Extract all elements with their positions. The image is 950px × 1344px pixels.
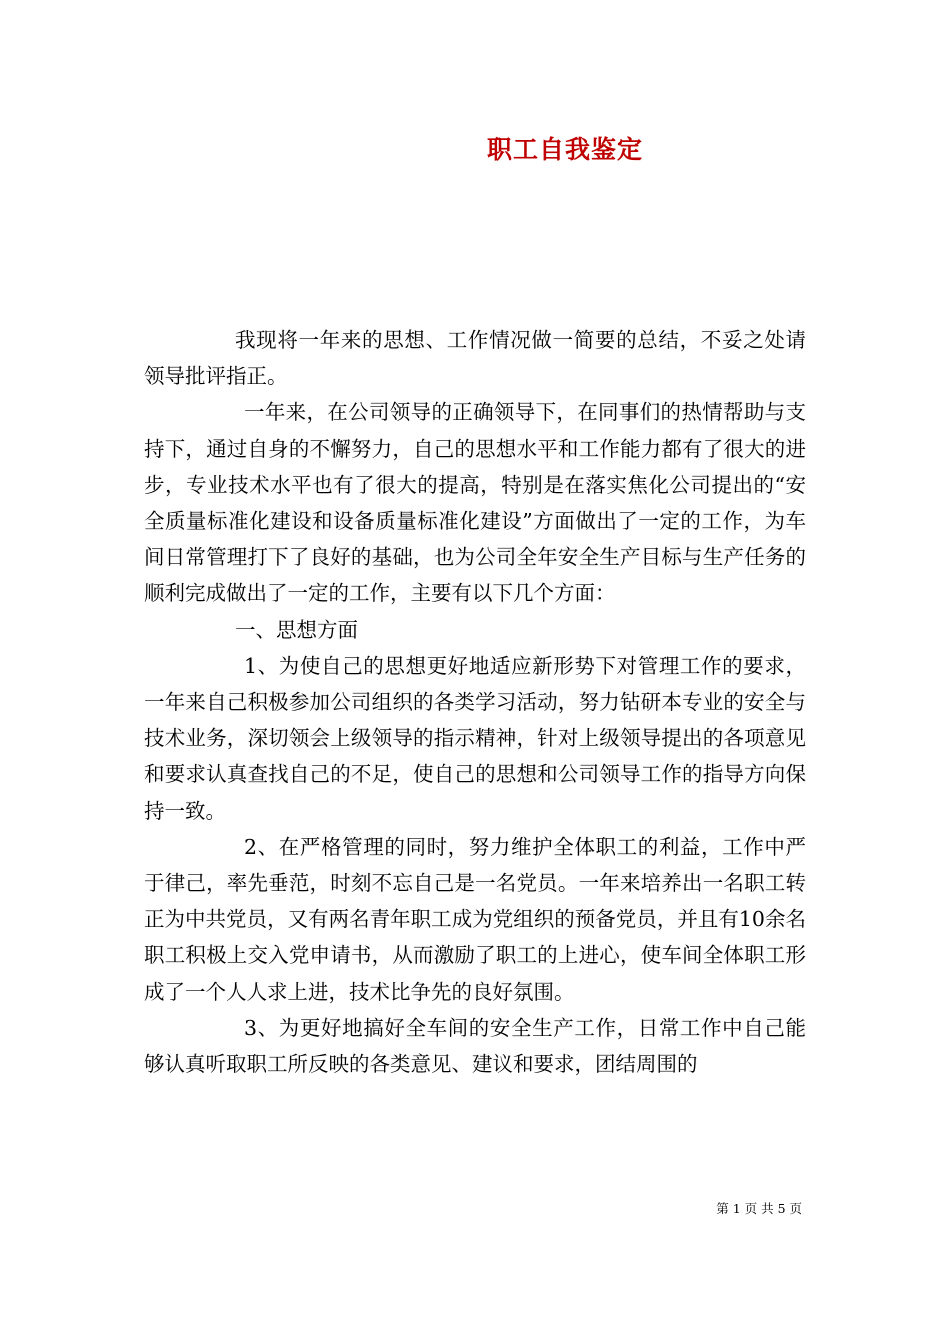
paragraph-item-1: 1、为使自己的思想更好地适应新形势下对管理工作的要求，一年来自己积极参加公司组织的各类学习活动，努力钻研本专业的安全与技术业务，深切领会上级领导的指示精神，针对上级领导提出的各项意见和要求认真查找自己的不足，使自己的思想和公司领导工作的指导方向保持一致。 xyxy=(144,653,806,823)
paragraph-overview: 一年来，在公司领导的正确领导下，在同事们的热情帮助与支持下，通过自身的不懈努力，自己的思想水平和工作能力都有了很大的进步，专业技术水平也有了很大的提高，特别是在落实焦化公司提出的“安全质量标准化建设和设备质量标准化建设”方面做出了一定的工作，为车间日常管理打下了良好的基础，也为公司全年安全生产目标与生产任务的顺利完成做出了一定的工作，主要有以下几个方面： xyxy=(144,400,806,606)
document-body xyxy=(144,322,806,1082)
paragraph-intro: 我现将一年来的思想、工作情况做一简要的总结，不妥之处请领导批评指正。 xyxy=(144,328,806,389)
section-heading-thought: 一、思想方面 xyxy=(235,617,358,642)
page-number: 第 1 页 共 5 页 xyxy=(716,1201,802,1216)
document-title: 职工自我鉴定 xyxy=(486,135,643,164)
paragraph-item-2: 2、在严格管理的同时，努力维护全体职工的利益，工作中严于律己，率先垂范，时刻不忘自己是一名党员。一年来培养出一名职工转正为中共党员，又有两名青年职工成为党组织的预备党员，并且有10余名职工积极上交入党申请书，从而激励了职工的上进心，使车间全体职工形成了一个人人求上进，技术比争先的良好氛围。 xyxy=(144,834,806,1004)
paragraph-item-3: 3、为更好地搞好全车间的安全生产工作，日常工作中自己能够认真听取职工所反映的各类意见、建议和要求，团结周围的 xyxy=(144,1015,806,1077)
